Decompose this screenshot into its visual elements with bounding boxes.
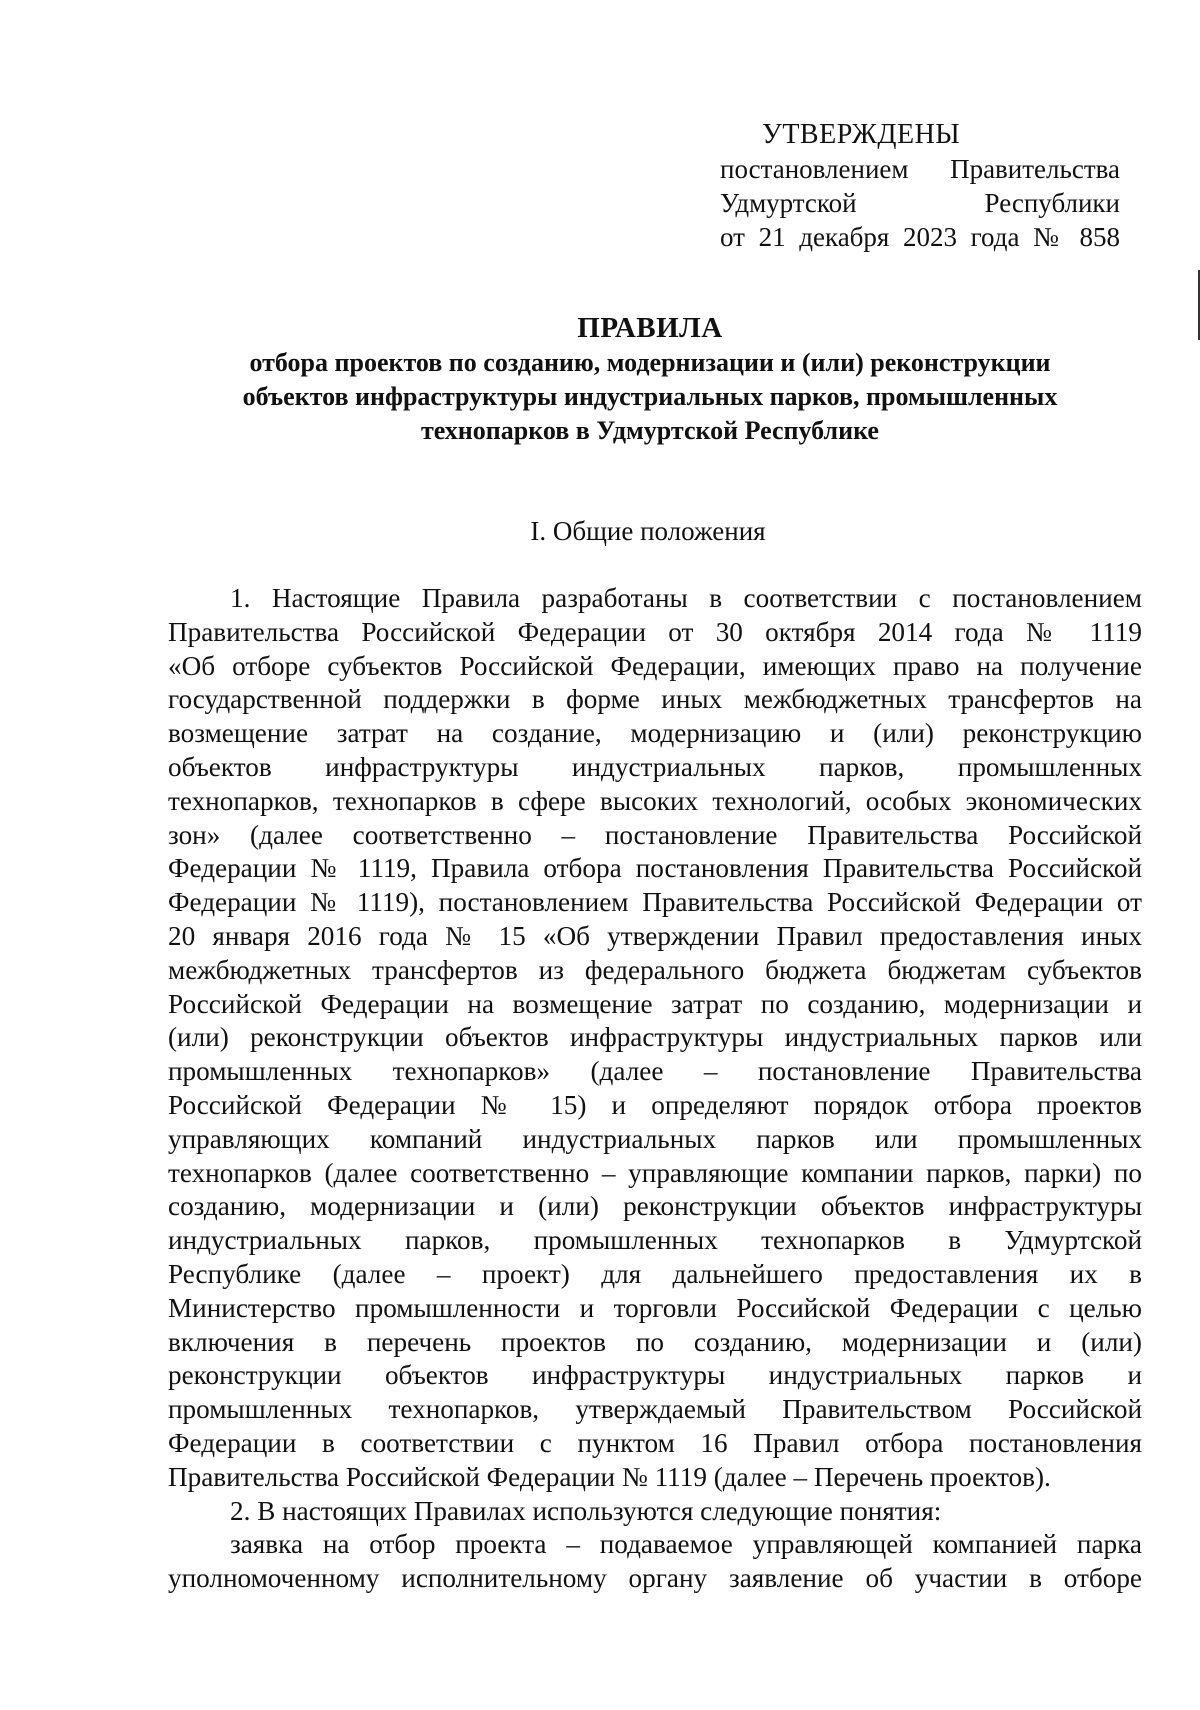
paragraph-line: технопарков, технопарков в сфере высоких технологий, особых экономических [168,785,1142,816]
section-title: I. Общие положения [530,516,766,546]
paragraph-line: объектов инфраструктуры индустриальных парков, промышленных [168,751,1142,782]
paragraph-line: Правительства Российской Федерации от 30 октября 2014 года № 1119 [168,616,1142,647]
paragraph-line: промышленных технопарков, утверждаемый Правительством Российской [168,1394,1142,1425]
document-body [168,582,1142,1596]
paragraph-line: межбюджетных трансфертов из федерального бюджета бюджетам субъектов [168,954,1142,985]
document-subtitle-line-2: объектов инфраструктуры индустриальных парков, промышленных [242,382,1058,411]
paragraph-line: Федерации № 1119, Правила отбора постановления Правительства Российской [168,853,1142,884]
paragraph-1 [168,582,1142,1495]
document-subtitle-line-3: технопарков в Удмуртской Республике [421,416,879,445]
paragraph-line: «Об отборе субъектов Российской Федерации, имеющих право на получение [168,650,1142,681]
paragraph-line: зон» (далее соответственно – постановление Правительства Российской [168,819,1142,850]
paragraph-line: созданию, модернизации и (или) реконструкции объектов инфраструктуры [168,1191,1142,1222]
paragraph-line: Правительства Российской Федерации № 1119 (далее – Перечень проектов). [168,1461,1051,1492]
paragraph-line: Федерации в соответствии с пунктом 16 Правил отбора постановления [168,1427,1142,1458]
paragraph-line: уполномоченному исполнительному органу заявление об участии в отборе [168,1563,1142,1594]
document-subtitle-line-1: отбора проектов по созданию, модернизации и (или) реконструкции [249,348,1051,377]
paragraph-line: включения в перечень проектов по созданию, модернизации и (или) [168,1326,1142,1357]
paragraph-line: возмещение затрат на создание, модернизацию и (или) реконструкцию [168,718,1142,749]
paragraph-line: Республике (далее – проект) для дальнейшего предоставления их в [168,1258,1142,1289]
paragraph-2 [168,1495,1142,1529]
document-heading: ПРАВИЛА [577,312,723,344]
paragraph-line: Министерство промышленности и торговли Российской Федерации с целью [168,1292,1142,1323]
paragraph-line: управляющих компаний индустриальных парков или промышленных [168,1123,1142,1154]
paragraph-line: промышленных технопарков» (далее – постановление Правительства [168,1056,1142,1087]
paragraph-line: реконструкции объектов инфраструктуры индустриальных парков и [168,1360,1142,1391]
approval-heading: УТВЕРЖДЕНЫ [762,119,961,150]
paragraph-line: 2. В настоящих Правилах используются следующие понятия: [230,1495,942,1526]
approval-line-3: от 21 декабря 2023 года № 858 [720,222,1120,252]
paragraph-line: государственной поддержки в форме иных межбюджетных трансфертов на [168,684,1142,715]
paragraph-line: Российской Федерации на возмещение затрат по созданию, модернизации и [168,988,1142,1019]
paragraph-3 [168,1528,1142,1596]
paragraph-line: технопарков (далее соответственно – управляющие компании парков, парки) по [168,1157,1142,1188]
paragraph-line: Российской Федерации № 15) и определяют порядок отбора проектов [168,1089,1142,1120]
approval-line-1: постановлением Правительства [720,154,1120,184]
paragraph-line: (или) реконструкции объектов инфраструктуры индустриальных парков или [168,1022,1142,1053]
approval-line-2: Удмуртской Республики [720,188,1120,218]
paragraph-line: индустриальных парков, промышленных технопарков в Удмуртской [168,1225,1142,1256]
paragraph-line: Федерации № 1119), постановлением Правительства Российской Федерации от [168,887,1142,918]
paragraph-line: 20 января 2016 года № 15 «Об утверждении Правил предоставления иных [168,920,1142,951]
document-title-block [170,310,1130,448]
paragraph-line: 1. Настоящие Правила разработаны в соответствии с постановлением [230,583,1142,613]
approval-stamp-block [720,118,1120,254]
paragraph-line: заявка на отбор проекта – подаваемое управляющей компанией парка [230,1529,1142,1560]
